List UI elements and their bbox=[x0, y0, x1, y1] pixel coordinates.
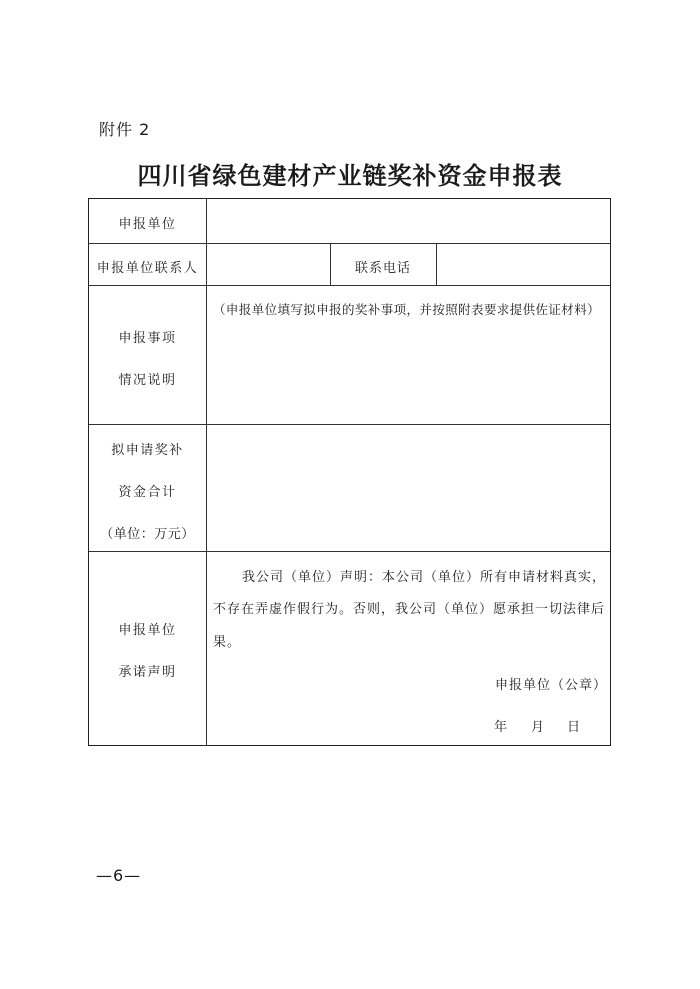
funds-label-line3: （单位：万元） bbox=[100, 527, 195, 542]
column-divider bbox=[206, 199, 207, 745]
applicant-field[interactable] bbox=[213, 207, 605, 237]
matters-label-line1: 申报事项 bbox=[118, 331, 177, 346]
matters-hint: （申报单位填写拟申报的奖补事项，并按照附表要求提供佐证材料） bbox=[213, 302, 601, 317]
pledge-label-line1: 申报单位 bbox=[118, 623, 177, 638]
date-year: 年 bbox=[494, 720, 509, 735]
matters-field[interactable] bbox=[213, 321, 605, 417]
row-divider bbox=[89, 424, 610, 425]
funds-label-line1: 拟申请奖补 bbox=[111, 443, 184, 458]
column-divider bbox=[436, 243, 437, 285]
phone-field[interactable] bbox=[443, 249, 605, 279]
page-number: —6— bbox=[96, 866, 142, 885]
date-day: 日 bbox=[567, 720, 582, 735]
pledge-text-line2: 不存在弄虚作假行为。否则，我公司（单位）愿承担一切法律后 bbox=[213, 602, 606, 617]
pledge-text-line1: 我公司（单位）声明：本公司（单位）所有申请材料真实， bbox=[242, 570, 607, 585]
phone-label: 联系电话 bbox=[354, 261, 411, 276]
matters-label-line2: 情况说明 bbox=[118, 373, 177, 388]
form-title: 四川省绿色建材产业链奖补资金申报表 bbox=[137, 161, 563, 190]
applicant-label: 申报单位 bbox=[118, 217, 177, 232]
row-divider bbox=[89, 243, 610, 244]
pledge-text-line3: 果。 bbox=[213, 635, 242, 650]
row-divider bbox=[89, 551, 610, 552]
row-divider bbox=[89, 285, 610, 286]
seal-label: 申报单位（公章） bbox=[495, 678, 608, 693]
contact-field[interactable] bbox=[213, 249, 323, 279]
contact-label: 申报单位联系人 bbox=[96, 261, 199, 276]
funds-label-line2: 资金合计 bbox=[118, 485, 177, 500]
date-month: 月 bbox=[531, 720, 546, 735]
application-form-table bbox=[88, 198, 611, 746]
attachment-label: 附件 2 bbox=[99, 120, 151, 139]
pledge-label-line2: 承诺声明 bbox=[118, 665, 177, 680]
funds-field[interactable] bbox=[213, 431, 605, 543]
